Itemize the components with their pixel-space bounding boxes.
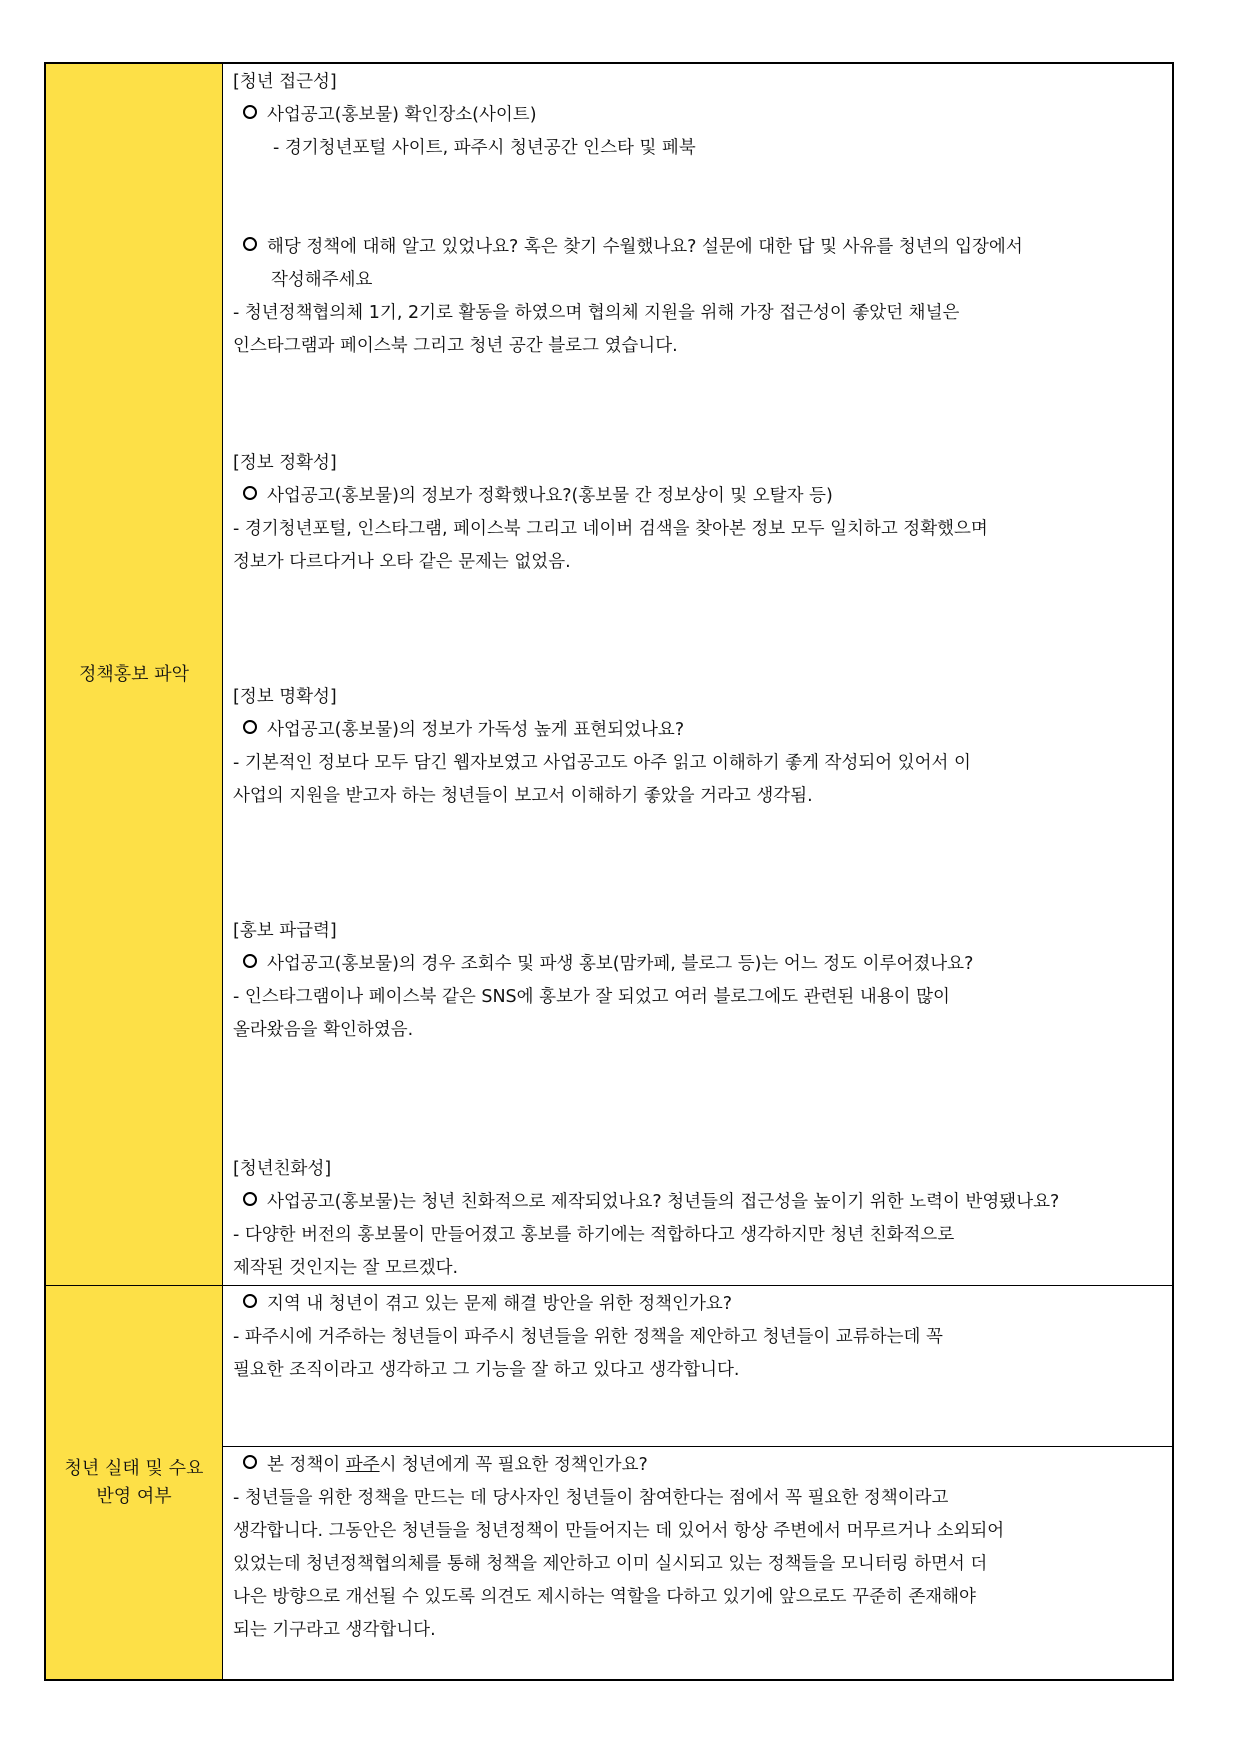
row-label-cell [45,63,223,1286]
answer-text: 제작된 것인지는 잘 모르겠다. [233,1258,459,1278]
row-label-cell [45,1286,223,1681]
answer-text: - 경기청년포털 사이트, 파주시 청년공간 인스타 및 페북 [273,138,696,158]
row-label [46,1455,222,1511]
circle-bullet-icon [243,1455,257,1469]
question-text: 사업공고(홍보물)의 경우 조회수 및 파생 홍보(맘카페, 블로그 등)는 어느 정도 이루어졌나요? [267,954,974,974]
question-text: 사업공고(홍보물) 확인장소(사이트) [267,105,537,125]
circle-bullet-icon [243,105,257,119]
answer-text: 정보가 다르다거나 오타 같은 문제는 없었음. [233,552,571,572]
question-text-continued: 작성해주세요 [271,270,373,290]
answer-text: - 기본적인 정보다 모두 담긴 웹자보였고 사업공고도 아주 읽고 이해하기 좋게 작성되어 있어서 이 [233,753,971,773]
section-promo-reach [233,915,1162,1047]
question-text: 해당 정책에 대해 알고 있었나요? 혹은 찾기 수월했나요? 설문에 대한 답 및 사유를 청년의 입장에서 [267,237,1023,257]
section-heading: [홍보 파급력] [233,921,337,941]
underlined-text: 파주 [345,1455,380,1475]
answer-text: 있었는데 청년정책협의체를 통해 청책을 제안하고 이미 실시되고 있는 정책들을 모니터링 하면서 더 [233,1554,988,1574]
question-text: 사업공고(홍보물)의 정보가 가독성 높게 표현되었나요? [267,720,685,740]
answer-text: 되는 기구라고 생각합니다. [233,1620,436,1640]
question-text: 시 청년에게 꼭 필요한 정책인가요? [379,1455,648,1475]
row-label-line: 청년 실태 및 수요 [64,1457,204,1479]
row-content-cell [223,1447,1174,1681]
row-label-line: 반영 여부 [96,1485,172,1507]
circle-bullet-icon [243,237,257,251]
section-info-clarity [233,681,1162,813]
question-item [233,714,1162,747]
answer-text: - 경기청년포털, 인스타그램, 페이스북 그리고 네이버 검색을 찾아본 정보 모두 일치하고 정확했으며 [233,519,988,539]
section-heading: [정보 명확성] [233,687,337,707]
answer-text: - 다양한 버전의 홍보물이 만들어졌고 홍보를 하기에는 적합하다고 생각하지만 청년 친화적으로 [233,1225,955,1245]
row-content-cell [223,63,1174,1286]
section-heading: [정보 정확성] [233,453,337,473]
question-text: 지역 내 청년이 겪고 있는 문제 해결 방안을 위한 정책인가요? [267,1294,733,1314]
circle-bullet-icon [243,1294,257,1308]
question-item [233,99,1162,132]
answer-text: - 파주시에 거주하는 청년들이 파주시 청년들을 위한 정책을 제안하고 청년들이 교류하는데 꼭 [233,1327,943,1347]
section-heading: [청년친화성] [233,1159,332,1179]
question-item [233,231,1162,264]
question-item [233,1449,1162,1482]
row-content-cell [223,1286,1174,1447]
question-item [233,480,1162,513]
answer-text: 필요한 조직이라고 생각하고 그 기능을 잘 하고 있다고 생각합니다. [233,1360,740,1380]
row-label: 정책홍보 파악 [78,663,190,685]
answer-text: 나은 방향으로 개선될 수 있도록 의견도 제시하는 역할을 다하고 있기에 앞으로도 꾸준히 존재해야 [233,1587,976,1607]
question-text: 본 정책이 [267,1455,346,1475]
table-row [45,63,1173,1286]
table-row [45,1286,1173,1447]
answer-text: - 인스타그램이나 페이스북 같은 SNS에 홍보가 잘 되었고 여러 블로그에도 관련된 내용이 많이 [233,987,950,1007]
section-youth-friendly [233,1153,1162,1285]
evaluation-table [44,62,1174,1681]
answer-text: - 청년들을 위한 정책을 만드는 데 당사자인 청년들이 참여한다는 점에서 꼭 필요한 정책이라고 [233,1488,949,1508]
answer-text: 올라왔음을 확인하였음. [233,1020,414,1040]
circle-bullet-icon [243,486,257,500]
question-item [233,1288,1162,1321]
circle-bullet-icon [243,720,257,734]
section-info-accuracy [233,447,1162,579]
question-item [233,948,1162,981]
circle-bullet-icon [243,954,257,968]
question-item [233,1186,1162,1219]
circle-bullet-icon [243,1192,257,1206]
section-heading: [청년 접근성] [233,72,337,92]
question-text: 사업공고(홍보물)는 청년 친화적으로 제작되었나요? 청년들의 접근성을 높이기 위한 노력이 반영됐나요? [267,1192,1060,1212]
answer-text: 사업의 지원을 받고자 하는 청년들이 보고서 이해하기 좋았을 거라고 생각됨. [233,786,813,806]
answer-text: 인스타그램과 페이스북 그리고 청년 공간 블로그 였습니다. [233,336,678,356]
section-youth-access [233,66,1162,363]
question-text: 사업공고(홍보물)의 정보가 정확했나요?(홍보물 간 정보상이 및 오탈자 등) [267,486,833,506]
answer-text: 생각합니다. 그동안은 청년들을 청년정책이 만들어지는 데 있어서 항상 주변에서 머무르거나 소외되어 [233,1521,1005,1541]
answer-text: - 청년정책협의체 1기, 2기로 활동을 하였으며 협의체 지원을 위해 가장 접근성이 좋았던 채널은 [233,303,960,323]
